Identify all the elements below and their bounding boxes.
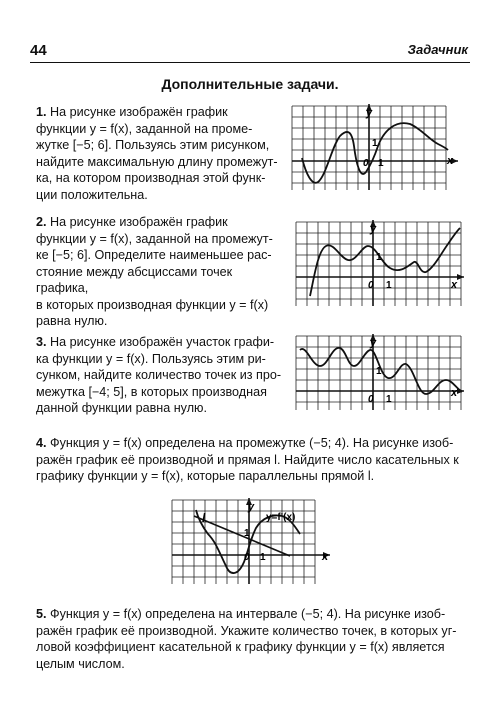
page-header [0, 0, 500, 60]
section-title: Дополнительные задачи. [161, 76, 339, 92]
g2-x-label: x [451, 279, 458, 291]
g1-one-y-label: 1 [372, 138, 378, 149]
g1-y-label: y [366, 107, 373, 119]
g3-one-y-label: 1 [376, 366, 382, 377]
g4-x-label: x [322, 551, 329, 563]
problem-4-text: Функция y = f(x) определена на промежутке (−5; 4). На рисунке изоб- ражён график её производной и прямая l. Найдите число касательных к графику функции y = f(x), которые параллельны прямой l. [36, 436, 459, 483]
g2-origin-label: 0 [368, 280, 374, 291]
graph-2 [296, 222, 464, 306]
problem-5-number: 5. [36, 607, 47, 621]
g4-curve-label: y=f'(x) [266, 512, 296, 523]
problem-1-number: 1. [36, 105, 47, 119]
g3-y-label: y [370, 337, 377, 349]
problem-3-text: На рисунке изображён участок графи- ка функции y = f(x). Пользуясь этим ри- сунком, найдите количество точек из про- межутка [−4; 5], в которых производная данной функции равна нулю. [36, 335, 282, 415]
g4-one-label: 1 [260, 552, 266, 563]
g4-y-label: y [248, 501, 255, 513]
g3-x-label: x [451, 387, 458, 399]
problem-5-text: Функция y = f(x) определена на интервале (−5; 4). На рисунке изоб- ражён график её производной. Укажите количество точек, в которых уг- ловой коэффициент касательной к графику функции y = f(x) является целым числом. [36, 607, 457, 671]
problem-4 [36, 435, 468, 485]
g2-one-y-label: 1 [376, 252, 382, 263]
g3-origin-label: 0 [368, 394, 374, 405]
x-axis-arrow-icon [457, 388, 464, 394]
graph-3 [296, 336, 464, 410]
x-axis-arrow-icon [457, 274, 464, 280]
page-number: 44 [30, 42, 47, 59]
g2-one-label: 1 [386, 280, 392, 291]
g4-origin-label: 0 [244, 552, 250, 563]
problem-2-text: На рисунке изображён график функции y = f(x), заданной на промежут- ке [−5; 6]. Определите наименьшее рас- стояние между абсциссами точек графика, в которых производная функции y = f(x) равна нулю. [36, 215, 273, 328]
problem-4-number: 4. [36, 436, 47, 450]
g4-line-label: l [202, 511, 206, 525]
g3-one-label: 1 [386, 394, 392, 405]
problem-1 [36, 104, 286, 203]
running-title: Задачник [407, 42, 468, 57]
problem-1-text: На рисунке изображён график функции y = f(x), заданной на проме- жутке [−5; 6]. Пользуясь этим рисунком, найдите максимальную длину промежут- ка, на котором производная этой функ- ции положительна. [36, 105, 278, 202]
problem-3-number: 3. [36, 335, 47, 349]
g1-origin-label: 0 [363, 158, 369, 169]
header-rule [30, 62, 470, 63]
graph-1 [292, 106, 460, 190]
graph-4 [172, 500, 332, 584]
problem-3 [36, 334, 286, 417]
problem-2-number: 2. [36, 215, 47, 229]
g1-x-label: x [447, 155, 454, 167]
g2-y-label: y [370, 223, 377, 235]
g4-one-y-label: 1 [244, 528, 250, 539]
problem-2 [36, 214, 286, 330]
problem-5 [36, 606, 468, 672]
g1-one-label: 1 [378, 158, 384, 169]
